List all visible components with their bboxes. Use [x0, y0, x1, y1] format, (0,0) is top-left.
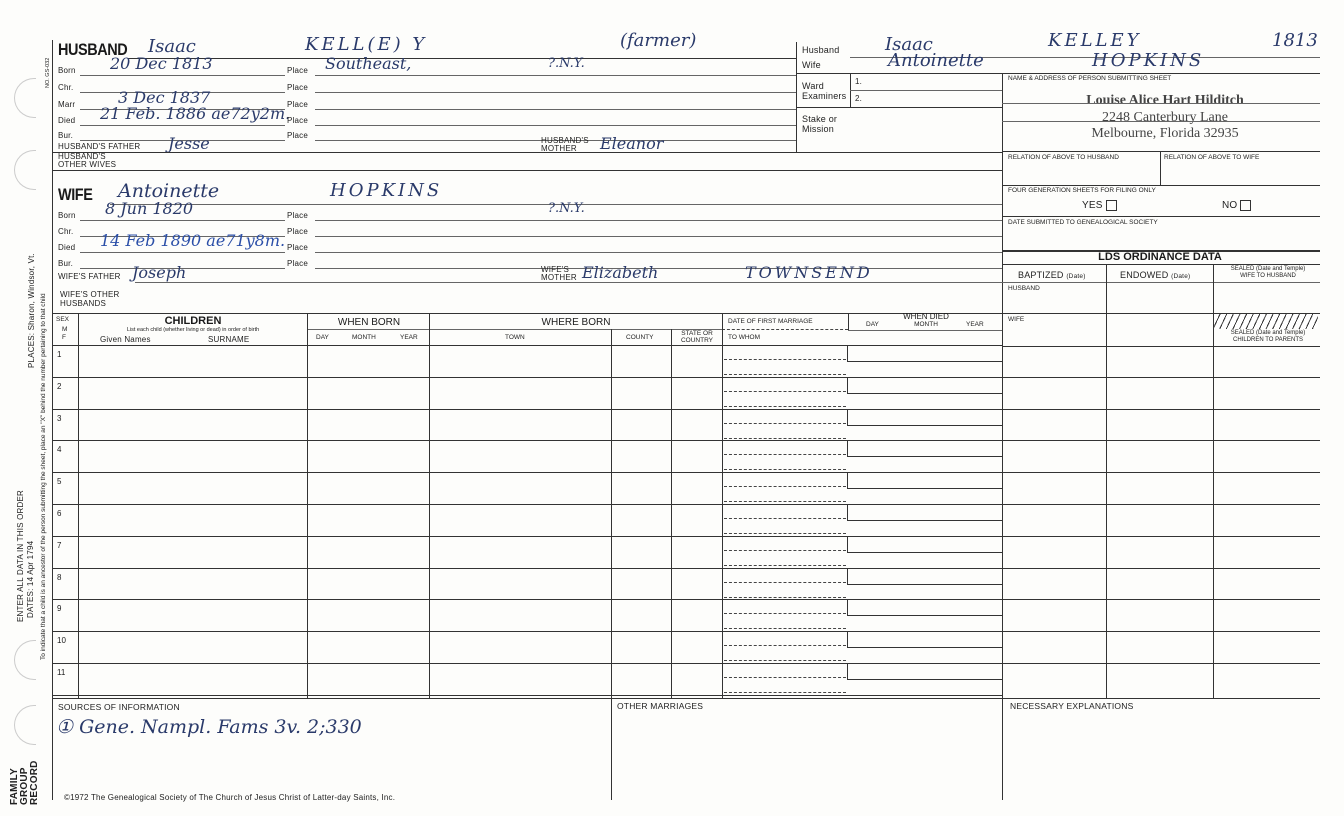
husband-marr-date: 3 Dec 1837 [118, 88, 211, 107]
wife-father-label: WIFE'S FATHER [58, 272, 121, 281]
sex-f: F [62, 334, 66, 341]
wife-father-name: Joseph [132, 263, 187, 282]
header-wife-given: Antoinette [888, 50, 984, 71]
table-row-divider [52, 440, 1320, 441]
husband-born-state: ?.N.Y. [548, 56, 585, 71]
examiner-1: 1. [855, 77, 863, 86]
wife-given-name: Antoinette [118, 180, 220, 202]
child-row-number: 5 [57, 477, 62, 487]
ward-label: Ward [802, 81, 824, 91]
side-places: PLACES: Sharon, Windsor, Vt. [27, 253, 36, 368]
header-wife-label: Wife [802, 60, 821, 70]
when-died-label: WHEN DIED MONTH [903, 312, 949, 328]
place-label: Place [287, 243, 309, 252]
marriage-dash-line [724, 391, 846, 392]
marriage-dash-line [724, 359, 846, 360]
submitter-street: 2248 Canterbury Lane [1102, 110, 1228, 125]
marriage-dash-line [724, 677, 846, 678]
submitter-label: NAME & ADDRESS OF PERSON SUBMITTING SHEET [1008, 75, 1172, 82]
other-marriages-label: OTHER MARRIAGES [617, 701, 704, 711]
wife-born-state: ?.N.Y. [548, 201, 585, 216]
marriage-dash-line [724, 469, 846, 470]
sealed-wife-label: SEALED (Date and Temple) WIFE TO HUSBAND [1230, 266, 1306, 279]
given-names-label: Given Names [100, 335, 151, 344]
marriage-dash-line [724, 692, 846, 693]
stake-label: Stake or [802, 114, 838, 124]
child-row-number: 1 [57, 350, 62, 359]
marriage-dash-line [724, 454, 846, 455]
month-label: MONTH [352, 334, 376, 341]
marr-label: Marr [58, 100, 76, 109]
to-whom-label: TO WHOM [728, 334, 761, 341]
husband-occupation: (farmer) [620, 30, 697, 51]
wife-mother-label: WIFE'S MOTHER [541, 265, 577, 282]
died-date-box[interactable] [847, 537, 1002, 553]
day-label: DAY [316, 334, 329, 341]
husband-father-label: HUSBAND'S FATHER [58, 142, 141, 151]
chr-label: Chr. [58, 83, 74, 92]
marriage-dash-line [724, 565, 846, 566]
marriage-dash-line [724, 645, 846, 646]
marriage-dash-line [724, 628, 846, 629]
place-label: Place [287, 259, 309, 268]
children-instruction: List each child (whether living or dead) in order of birth [126, 327, 260, 333]
table-row-divider [52, 409, 1320, 410]
table-row-divider [52, 377, 1320, 378]
husband-born-place: Southeast, [325, 54, 412, 73]
wife-surname: HOPKINS [330, 180, 443, 201]
side-instruction-ancestor: To indicate that a child is an ancestor of the person submitting the sheet, place an "X" behind the number pertaining to that child [40, 293, 47, 660]
husband-given-name: Isaac [148, 36, 196, 57]
relation-husband-label: RELATION OF ABOVE TO HUSBAND [1008, 154, 1119, 161]
died-date-box[interactable] [847, 346, 1002, 362]
children-title: CHILDREN [164, 315, 222, 327]
died-date-box[interactable] [847, 410, 1002, 426]
year-label: YEAR [400, 334, 418, 341]
header-wife-surname: HOPKINS [1092, 50, 1205, 71]
died-date-box[interactable] [847, 632, 1002, 648]
submitter-name: Louise Alice Hart Hilditch [1086, 93, 1244, 108]
husband-father-name: Jesse [168, 134, 210, 153]
header-husband-given: Isaac [885, 34, 933, 55]
relation-wife-label: RELATION OF ABOVE TO WIFE [1164, 154, 1260, 161]
sex-m: M [62, 326, 68, 333]
table-row-divider [52, 504, 1320, 505]
place-label: Place [287, 100, 309, 109]
no-checkbox[interactable] [1240, 200, 1251, 211]
marriage-dash-line [724, 550, 846, 551]
wife-other-husbands-label: WIFE'S OTHER HUSBANDS [60, 290, 120, 308]
child-row-number: 2 [57, 381, 62, 391]
examiner-2: 2. [855, 94, 863, 103]
table-row-divider [52, 631, 1320, 632]
marriage-dash-line [724, 613, 846, 614]
examiners-label: Examiners [802, 91, 847, 101]
husband-other-wives-label: HUSBAND'S OTHER WIVES [58, 152, 117, 169]
died-label: Died [58, 243, 76, 252]
punch-hole [14, 78, 36, 118]
baptized-label: BAPTIZED (Date) [1018, 270, 1086, 280]
table-row-divider [52, 695, 1002, 696]
mission-label: Mission [802, 124, 834, 134]
child-row-number: 3 [57, 413, 62, 423]
marriage-dash-line [724, 501, 846, 502]
wife-died-date: 14 Feb 1890 ae71y8m. [100, 231, 286, 250]
side-instruction-dates: DATES: 14 Apr 1794 [26, 540, 35, 618]
chr-label: Chr. [58, 227, 74, 236]
marriage-dash-line [724, 660, 846, 661]
husband-died-date: 21 Feb. 1886 ae72y2m. [100, 104, 291, 123]
punch-hole [14, 640, 36, 680]
died-date-box[interactable] [847, 378, 1002, 394]
died-day-label: DAY [866, 321, 879, 328]
husband-born-date: 20 Dec 1813 [110, 54, 213, 73]
born-label: Born [58, 211, 76, 220]
first-marriage-label: DATE OF FIRST MARRIAGE [728, 318, 813, 325]
table-row-divider [52, 472, 1320, 473]
no-option[interactable]: NO [1222, 200, 1251, 211]
copyright: ©1972 The Genealogical Society of The Church of Jesus Christ of Latter-day Saints, Inc. [64, 793, 396, 802]
bur-label: Bur. [58, 259, 74, 268]
explanations-label: NECESSARY EXPLANATIONS [1010, 701, 1134, 711]
table-row-divider [52, 536, 1320, 537]
marriage-dash-line [724, 597, 846, 598]
where-born-label: WHERE BORN [541, 317, 611, 328]
died-date-box[interactable] [847, 441, 1002, 457]
county-label: COUNTY [626, 334, 654, 341]
punch-hole [14, 705, 36, 745]
marriage-dash-line [724, 486, 846, 487]
place-label: Place [287, 227, 309, 236]
child-row-number: 8 [57, 572, 62, 582]
wife-born-date: 8 Jun 1820 [105, 199, 194, 218]
submitter-city: Melbourne, Florida 32935 [1091, 126, 1239, 141]
marriage-dash-line [724, 533, 846, 534]
marriage-dash-line [724, 518, 846, 519]
four-gen-label: FOUR GENERATION SHEETS FOR FILING ONLY [1008, 187, 1156, 194]
table-row-divider [52, 599, 1320, 600]
child-row-number: 9 [57, 604, 62, 614]
child-row-number: 7 [57, 540, 62, 550]
husband-mother-name: Eleanor [600, 134, 664, 153]
sources-label: SOURCES OF INFORMATION [58, 702, 180, 712]
marriage-dash-line [724, 406, 846, 407]
husband-surname: KELL(E) Y [305, 34, 428, 55]
form-title: FAMILY GROUP RECORD [9, 760, 40, 805]
lds-title: LDS ORDINANCE DATA [1098, 251, 1222, 263]
town-label: TOWN [505, 334, 525, 341]
child-row-number: 10 [57, 636, 66, 646]
child-row-number: 4 [57, 445, 62, 455]
sources-text: ① Gene. Nampl. Fams 3v. 2;330 [56, 716, 362, 738]
sealed-hatch [1214, 314, 1318, 329]
place-label: Place [287, 83, 309, 92]
sealed-children-label: SEALED (Date and Temple) CHILDREN TO PARENTS [1230, 330, 1306, 343]
yes-checkbox[interactable] [1106, 200, 1117, 211]
died-year-label: YEAR [966, 321, 984, 328]
died-date-box[interactable] [847, 473, 1002, 489]
when-born-label: WHEN BORN [337, 317, 401, 328]
sex-label: SEX [56, 316, 70, 323]
marriage-dash-line [724, 582, 846, 583]
born-label: Born [58, 66, 76, 75]
child-row-number: 11 [57, 668, 66, 677]
lds-wife-row: WIFE [1008, 316, 1025, 323]
husband-mother-label: HUSBAND'S MOTHER [541, 136, 589, 153]
side-instruction-order: ENTER ALL DATA IN THIS ORDER [16, 490, 25, 622]
child-row-number: 6 [57, 509, 62, 518]
died-date-box[interactable] [847, 569, 1002, 585]
surname-label: SURNAME [208, 335, 250, 344]
wife-mother-surname: TOWNSEND [745, 263, 873, 282]
marriage-dash-line [724, 438, 846, 439]
place-label: Place [287, 211, 309, 220]
bur-label: Bur. [58, 131, 74, 140]
punch-hole [14, 150, 36, 190]
table-row-divider [52, 663, 1320, 664]
husband-section-label: HUSBAND [58, 40, 128, 59]
died-date-box[interactable] [847, 600, 1002, 616]
marriage-dash-line [724, 423, 846, 424]
header-husband-surname: KELLEY [1048, 30, 1142, 51]
endowed-label: ENDOWED (Date) [1120, 270, 1191, 280]
died-date-box[interactable] [847, 505, 1002, 521]
marriage-dash-line [724, 374, 846, 375]
place-label: Place [287, 116, 309, 125]
lds-husband-row: HUSBAND [1008, 285, 1040, 292]
wife-mother-name: Elizabeth [582, 263, 659, 282]
died-date-box[interactable] [847, 664, 1002, 680]
date-submitted-label: DATE SUBMITTED TO GENEALOGICAL SOCIETY [1008, 219, 1158, 226]
left-border [52, 40, 53, 800]
yes-option[interactable]: YES [1082, 200, 1117, 211]
state-label: STATE OR COUNTRY [680, 330, 714, 344]
wife-section-label: WIFE [58, 185, 93, 204]
place-label: Place [287, 66, 309, 75]
place-label: Place [287, 131, 309, 140]
table-row-divider [52, 568, 1320, 569]
header-husband-label: Husband [802, 45, 840, 55]
form-number: NO. GS-032 [45, 57, 51, 88]
died-label: Died [58, 116, 76, 125]
header-year: 1813 [1272, 30, 1318, 51]
